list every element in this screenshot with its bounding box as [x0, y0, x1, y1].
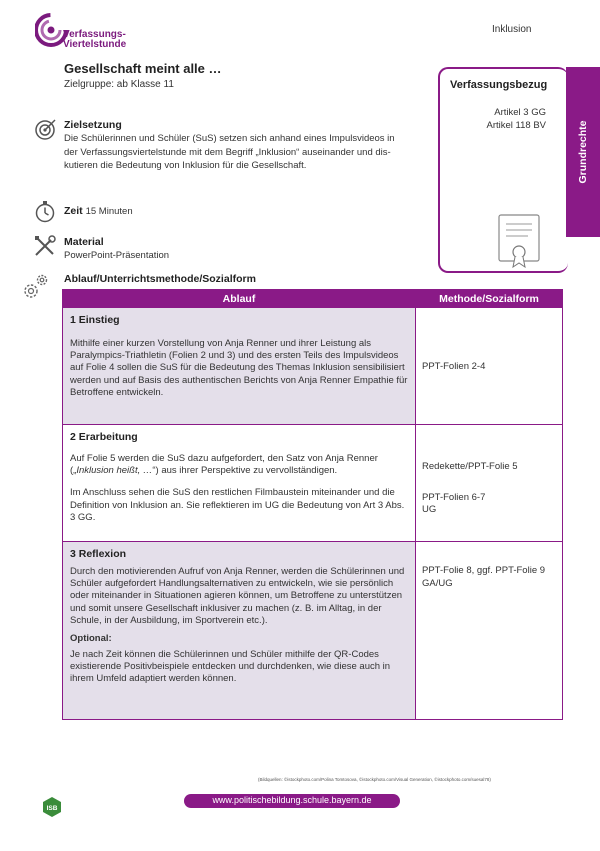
zeit-value: 15 Minuten — [85, 206, 133, 217]
step-2-method-cell — [416, 425, 563, 542]
grundrechte-label: Grundrechte — [577, 120, 589, 184]
step-3-method-cell — [416, 542, 563, 720]
isb-logo-text: ISB — [46, 805, 58, 812]
zielsetzung-line-1: Die Schülerinnen und Schüler (SuS) setzen sich anhand eines Impulsvideos in — [64, 133, 395, 144]
step-3-method-2: GA/UG — [422, 577, 453, 589]
step-1-method: PPT-Folien 2-4 — [422, 361, 486, 372]
step-3-cell — [63, 542, 416, 720]
header-methode: Methode/Sozialform — [416, 290, 563, 308]
step-2-text-a-before: Auf Folie 5 werden die SuS dazu aufgefordert, den Satz von Anja Renner („ — [70, 453, 378, 477]
step-1-text: Mithilfe einer kurzen Vorstellung von Anja Renner und ihrer Leistung als Paralympics-Triathletin (Folien 2 und 3) und des ersten Teils des Impulsvideos auf Folie 4 sollen die SuS für die Bedeutung des Themas Inklusion sensibilisiert werden und auf Basis des authentischen Berichts von Anja Renner Empathie für Betroffene entwickeln. — [70, 338, 408, 398]
grundrechte-tab — [566, 67, 600, 237]
material-value: PowerPoint-Präsentation — [64, 250, 170, 261]
step-2-method-1: Redekette/PPT-Folie 5 — [422, 461, 518, 472]
stopwatch-icon — [33, 199, 57, 223]
table-row — [63, 542, 563, 720]
target-icon — [34, 117, 58, 141]
header-ablauf: Ablauf — [63, 290, 416, 308]
step-2-cell — [63, 425, 416, 542]
table-header-row — [63, 290, 563, 308]
ablauf-table — [62, 289, 563, 720]
step-2-method-2: PPT-Folien 6-7 — [422, 491, 486, 503]
step-2-title: 2 Erarbeitung — [70, 431, 138, 443]
zeit-row — [64, 205, 133, 217]
step-3-text-b: Je nach Zeit können die Schülerinnen und Schüler mithilfe der QR-Codes existierende Positivbeispiele entdecken und durchdenken, wie diese auch in ihrem Umfeld adaptiert werden können. — [70, 649, 391, 685]
gears-icon — [20, 272, 50, 302]
tools-icon — [33, 234, 57, 258]
step-2-method-3: UG — [422, 504, 437, 515]
zielsetzung-label: Zielsetzung — [64, 119, 122, 131]
step-3-method-1: PPT-Folie 8, ggf. PPT-Folie 9 — [422, 565, 546, 576]
certificate-icon — [498, 214, 540, 268]
step-3-title: 3 Reflexion — [70, 548, 127, 560]
step-2-text-a-after: “) aus ihrer Perspektive zu vervollständigen. — [152, 465, 338, 477]
zeit-label: Zeit — [64, 205, 83, 217]
logo-text-line2: Viertelstunde — [63, 39, 127, 50]
step-1-cell — [63, 308, 416, 425]
ablauf-section-label: Ablauf/Unterrichtsmethode/Sozialform — [64, 273, 256, 285]
step-2-text-a — [70, 453, 408, 477]
page-title: Gesellschaft meint alle … — [64, 61, 222, 76]
step-2-text-a-italic: Inklusion heißt, … — [76, 465, 153, 477]
article-gg: Artikel 3 GG — [494, 107, 546, 118]
target-group: Zielgruppe: ab Klasse 11 — [64, 79, 174, 90]
step-1-title: 1 Einstieg — [70, 314, 120, 326]
step-3-optional-label: Optional: — [70, 633, 112, 645]
logo-text-line1: Verfassungs- — [63, 29, 126, 40]
zielsetzung-line-2: der Verfassungsviertelstunde mit dem Begriff „Inklusion“ auseinander und dis- — [64, 146, 391, 158]
article-bv: Artikel 118 BV — [486, 120, 546, 131]
verfassungsbezug-title: Verfassungsbezug — [450, 79, 548, 91]
isb-logo — [41, 796, 63, 818]
footer-url-link[interactable]: www.politischebildung.schule.bayern.de — [212, 795, 372, 805]
topic-label: Inklusion — [492, 24, 532, 35]
zielsetzung-line-3: kutieren die Bedeutung von Inklusion für die Gesellschaft. — [64, 160, 307, 171]
step-3-text-a: Durch den motivierenden Aufruf von Anja Renner, werden die Schülerinnen und Schüler aufgefordert Handlungsalternativen zu entwickeln, wie sie persönlich oder miteinander in Situationen agieren können, um Betroffene zu unterstützen und somit unsere Gesellschaft inklusiver zu machen (z. B. im Alltag, in der Schule, in der Ausbildung, im Sportverein etc.). — [70, 566, 405, 626]
image-credits: (Bildquellen: ©istockphoto.com/Polina Tomtosova, ©istockphoto.com/Visual Generation, ©istockphoto.com/suesal78) — [258, 777, 491, 782]
material-label: Material — [64, 236, 104, 248]
step-1-method-cell — [416, 308, 563, 425]
table-row — [63, 425, 563, 542]
zielsetzung-text — [64, 132, 434, 173]
step-2-text-b: Im Anschluss sehen die SuS den restlichen Filmbaustein miteinander und die Definition von Inklusion an. Sie reflektieren im UG die Bedeutung von Art 3 Abs. 3 GG. — [70, 487, 405, 523]
table-row — [63, 308, 563, 425]
logo-text — [63, 30, 126, 50]
